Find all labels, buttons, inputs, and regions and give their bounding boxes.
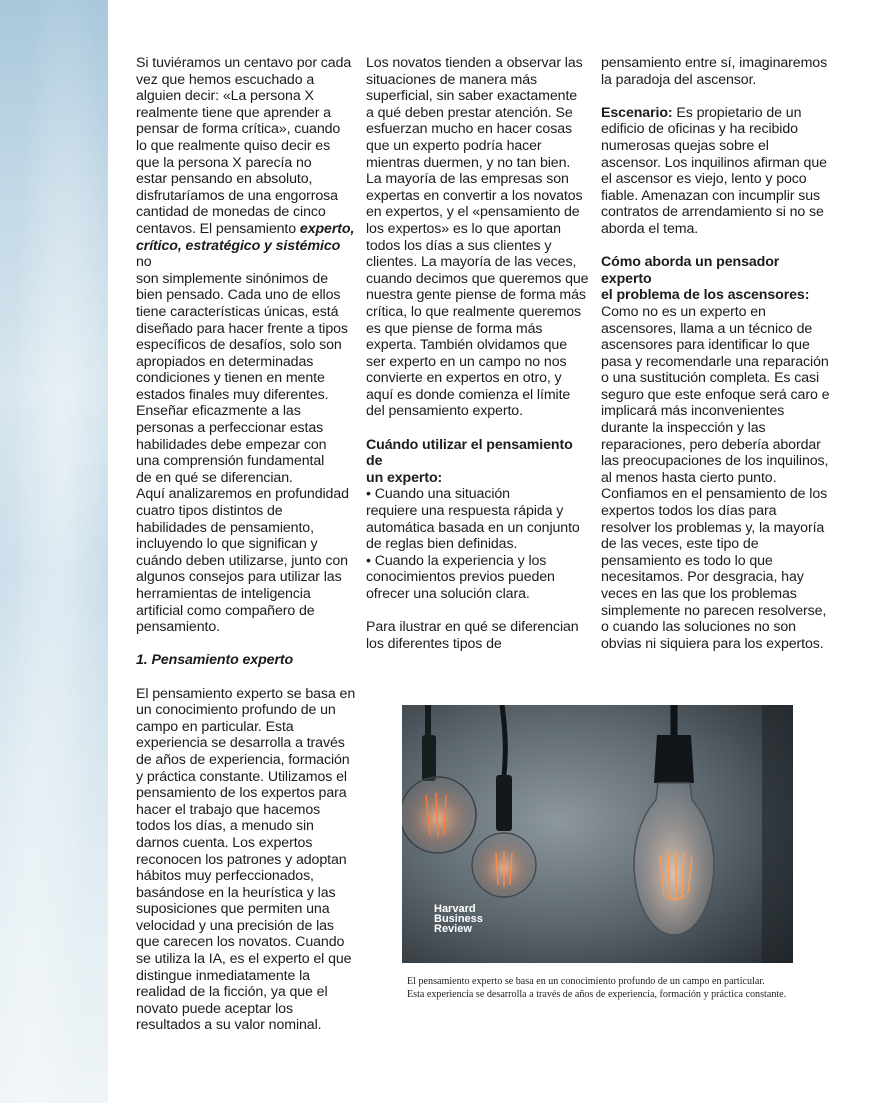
- lightbulbs-photo: [402, 705, 793, 963]
- intro-text-tail: no son simplemente sinónimos de bien pensado. Cada uno de ellos tiene características únicas, está diseñado para hacer frente a tipos específicos de desafíos, solo son apropiados en determinadas condiciones y tienen en mente estados finales muy diferentes. Enseñar eficazmente a las personas a perfeccionar estas habilidades debe empezar con una comprensión fundamental de en qué se diferencian.: [136, 254, 348, 486]
- caption-line-1: El pensamiento experto se basa en un conocimiento profundo de un campo en particular.: [407, 976, 765, 987]
- novice-paragraph: Los novatos tienden a observar las situaciones de manera más superficial, sin saber exactamente a qué deben prestar atención. Se esfuerzan mucho en hacer cosas que un experto podría hacer mientras duermen, y no tan bien. La mayoría de las empresas son expertas en convertir a los novatos en expertos, y el «pensamiento de los expertos» es lo que aportan todos los días a sus clientes y clientes. La mayoría de las veces, cuando decimos que queremos que nuestra gente piense de forma más crítica, lo que realmente queremos es que piense de forma más experta. También olvidamos que ser experto en un campo no nos convierte en expertos en otro, y aquí es donde comienza el límite del pensamiento experto.: [366, 55, 589, 420]
- logo-line-3: Review: [434, 923, 472, 935]
- expert-approach-paragraph: Como no es un experto en ascensores, llama a un técnico de ascensores para identificar lo que pasa y recomendarle una reparación o una sustitución completa. Es casi seguro que este enfoque será caro e implicará más inconvenientes durante la inspección y las reparaciones, pero debería abordar las preocupaciones de los inquilinos, al menos hasta cierto punto. Confiamos en el pensamiento de los expertos todos los días para resolver los problemas y, la mayoría de las veces, este tipo de pensamiento es todo lo que necesitamos. Por desgracia, hay veces en las que los problemas simplemente no parecen resolverse, o cuando las soluciones no son obvias ni siquiera para los expertos.: [601, 303, 830, 652]
- intro-emphasis: experto, crítico, estratégico y sistémico: [136, 220, 355, 254]
- intro-text: Si tuviéramos un centavo por cada vez que hemos escuchado a alguien decir: «La persona X realmente tiene que aprender a pensar de forma crítica», cuando lo que realmente quiso decir es que la persona X parecía no estar pensando en absoluto, disfrutaríamos de una engorrosa cantidad de monedas de cinco centavos. El pensamiento: [136, 55, 352, 237]
- logo-line-2: Business: [434, 913, 483, 925]
- illustration-paragraph: Para ilustrar en qué se diferencian los diferentes tipos de: [366, 619, 579, 652]
- scenario-text: Es propietario de un edificio de oficinas y ha recibido numerosas quejas sobre el ascensor. Los inquilinos afirman que el ascensor es viejo, lento y poco fiable. Amenazan con incumplir sus contratos de arrendamiento si no se aborda el tema.: [601, 104, 827, 237]
- paradox-paragraph: pensamiento entre sí, imaginaremos la paradoja del ascensor.: [601, 55, 828, 88]
- when-to-use-heading: Cuándo utilizar el pensamiento de un experto:: [366, 436, 573, 486]
- scenario-label: Escenario:: [601, 104, 673, 121]
- column-1: [136, 55, 358, 1034]
- bullet-item-1: • Cuando una situación requiere una respuesta rápida y automática basada en un conjunto de reglas bien definidas.: [366, 486, 580, 553]
- caption-line-2: Esta experiencia se desarrolla a través de años de experiencia, formación y práctica constante.: [407, 988, 787, 1000]
- column-3: [601, 55, 833, 652]
- photo-caption: [407, 976, 807, 1002]
- intro-paragraph: [136, 55, 358, 486]
- lightbulbs-illustration: [402, 705, 793, 963]
- expert-approach-heading: Cómo aborda un pensador experto el problema de los ascensores:: [601, 254, 810, 304]
- decorative-side-strip: [0, 0, 108, 1103]
- logo-line-1: Harvard: [434, 903, 476, 915]
- column-2: [366, 55, 590, 652]
- expert-thinking-paragraph: El pensamiento experto se basa en un conocimiento profundo de un campo en particular. Esta experiencia se desarrolla a través de años de experiencia, formación y práctica constante. Utilizamos el pensamiento de los expertos para hacer el trabajo que hacemos todos los días, a menudo sin darnos cuenta. Los expertos reconocen los patrones y adoptan hábitos muy perfeccionados, basándose en la heurística y las suposiciones que permiten una velocidad y una precisión de las que carecen los novatos. Cuando se utiliza la IA, es el experto el que distingue inmediatamente la realidad de la ficción, ya que el novato puede aceptar los resultados a su valor nominal.: [136, 685, 356, 1034]
- overview-paragraph: Aquí analizaremos en profundidad cuatro tipos distintos de habilidades de pensamiento, incluyendo lo que significan y cuándo deben utilizarse, junto con algunos consejos para utilizar las herramientas de inteligencia artificial como compañero de pensamiento.: [136, 486, 349, 636]
- bullet-item-2: • Cuando la experiencia y los conocimientos previos pueden ofrecer una solución clara.: [366, 552, 555, 602]
- section-heading-expert-thinking: 1. Pensamiento experto: [136, 652, 294, 669]
- scenario-paragraph: [601, 105, 833, 238]
